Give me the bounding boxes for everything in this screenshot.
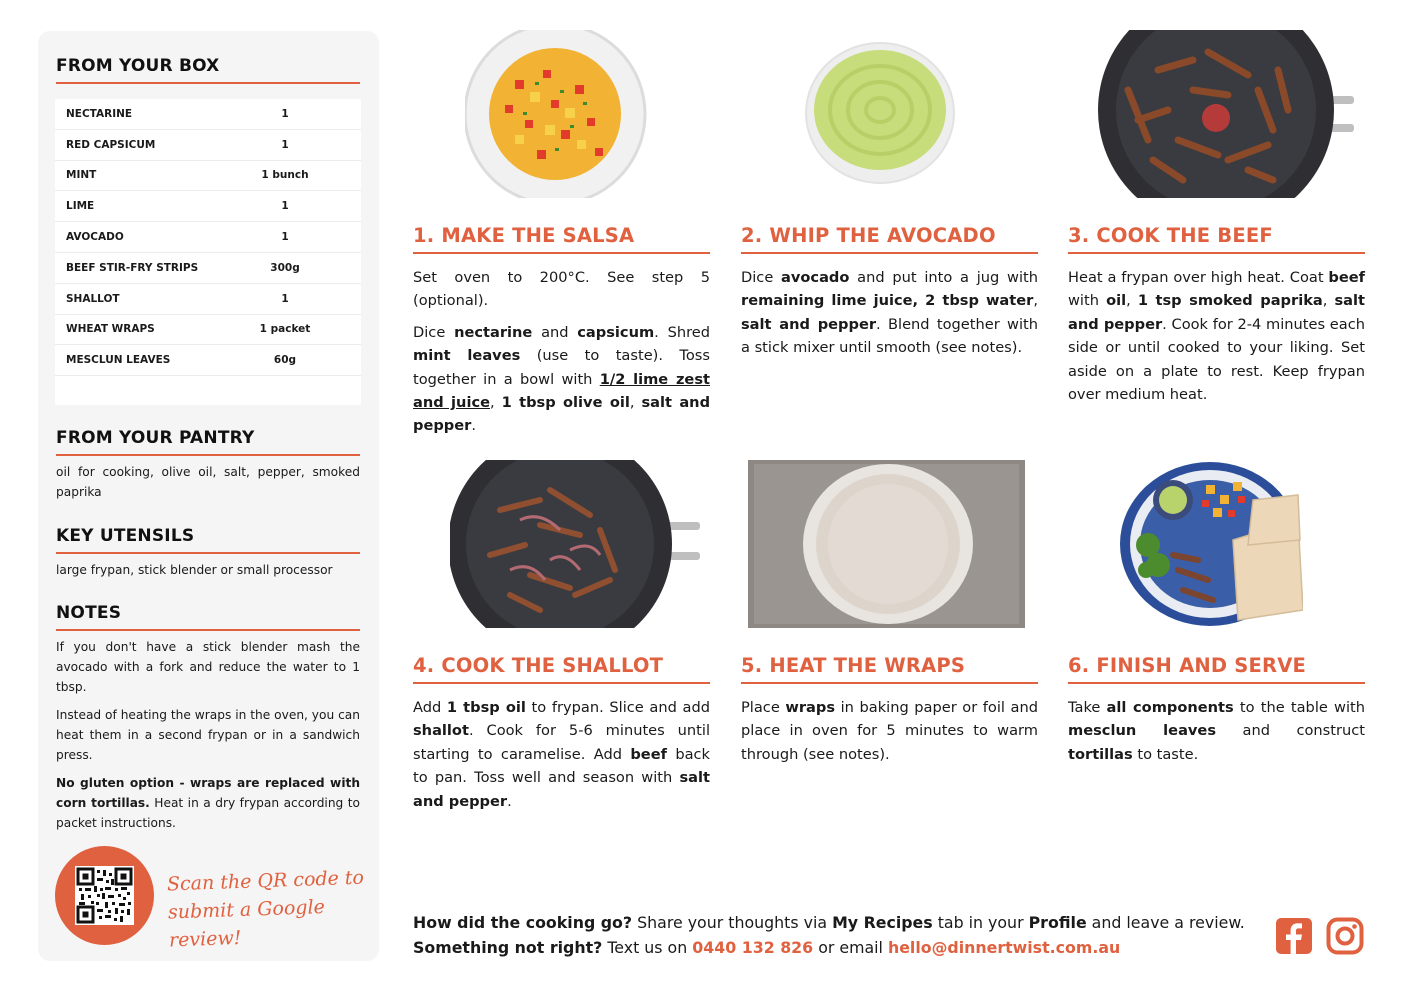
step-bold: mint leaves [413, 347, 521, 365]
note-3-bold: No gluten option - wraps are replaced with corn tortillas. [56, 776, 360, 810]
step-2-rule [741, 252, 1038, 254]
phone-link[interactable]: 0440 132 826 [692, 938, 814, 957]
ingredient-qty: 1 [281, 200, 289, 213]
step-6-rule [1068, 682, 1365, 684]
step-5-title: 5. HEAT THE WRAPS [741, 654, 966, 677]
step-1-title: 1. MAKE THE SALSA [413, 224, 635, 247]
step-bold: avocado [781, 269, 850, 286]
step-2-title: 2. WHIP THE AVOCADO [741, 224, 996, 247]
footer-line-1 [413, 910, 1245, 935]
step-bold: nectarine [454, 323, 533, 341]
step-bold: beef [1328, 269, 1365, 286]
footer-line-2 [413, 935, 1245, 960]
sidebar-panel [38, 31, 379, 961]
step-bold: 1 tbsp olive oil [501, 394, 630, 412]
step-4-body [413, 696, 710, 821]
step-text: to the table with [1233, 699, 1365, 716]
step-1-para-1: Set oven to 200°C. See step 5 (optional). [413, 269, 710, 310]
email-link[interactable]: hello@dinnertwist.com.au [887, 938, 1121, 957]
step-5-rule [741, 682, 1038, 684]
step-6-body [1068, 696, 1365, 774]
step-text: . Cook for 2-4 minutes each side or until cooked to your liking. Set aside on a plate to rest. Keep frypan over medium heat. [1068, 315, 1365, 404]
step-bold: tortillas [1068, 745, 1133, 763]
step-bold: oil [1106, 292, 1127, 310]
pantry-text: oil for cooking, olive oil, salt, pepper, smoked paprika [56, 465, 360, 499]
footer-text: Text us on [602, 938, 693, 957]
ingredient-row [55, 130, 361, 161]
step-text: . Shred [654, 323, 711, 341]
step-2-body [741, 266, 1038, 368]
step-4-rule [413, 682, 710, 684]
ingredient-qty: 1 [281, 231, 289, 244]
ingredient-name: BEEF STIR-FRY STRIPS [66, 261, 199, 274]
ingredient-name: LIME [66, 200, 95, 213]
step-underline: 1/2 lime zest and juice [413, 370, 710, 412]
ingredient-name: MESCLUN LEAVES [66, 354, 171, 367]
step-text: with [1068, 292, 1107, 310]
step-2-para-1 [741, 266, 1038, 360]
step-bold: shallot [413, 722, 469, 740]
step-4-title: 4. COOK THE SHALLOT [413, 654, 664, 677]
ingredient-row [55, 99, 361, 130]
profile-label: Profile [1028, 913, 1087, 932]
step-text: , [1033, 292, 1038, 310]
ingredient-qty: 60g [273, 354, 297, 367]
footer-text: and leave a review. [1086, 913, 1245, 932]
pantry-title: FROM YOUR PANTRY [56, 428, 255, 448]
step-1-body [413, 266, 710, 446]
feedback-footer [413, 910, 1245, 960]
qr-call-to-action [167, 864, 370, 955]
ingredient-name: MINT [66, 169, 97, 182]
finished-plate-image [1118, 460, 1303, 628]
step-text: (use to taste). Toss together in a bowl with [413, 347, 710, 388]
step-3-body [1068, 266, 1365, 414]
ingredient-row [55, 191, 361, 222]
step-text: and put into a jug with [849, 269, 1039, 286]
notes-body [56, 637, 360, 841]
beef-frypan-image [1098, 30, 1358, 198]
step-3-rule [1068, 252, 1365, 254]
step-1-para-2 [413, 321, 710, 438]
footer-text: tab in your [932, 913, 1029, 932]
ingredient-row [55, 222, 361, 253]
step-text: . Cook for 5-6 minutes until starting to caramelise. Add [413, 722, 710, 763]
step-bold: all components [1106, 699, 1234, 716]
step-text: Take [1068, 699, 1107, 716]
step-3-title: 3. COOK THE BEEF [1068, 224, 1273, 247]
utensils-text: large frypan, stick blender or small processor [56, 563, 333, 577]
ingredient-name: RED CAPSICUM [66, 138, 156, 151]
salsa-bowl-image [465, 30, 647, 198]
step-text: Add [413, 699, 447, 716]
step-text: Dice [741, 269, 782, 286]
step-text: , [629, 394, 642, 412]
step-bold: salt and pepper [1068, 292, 1366, 333]
step-text: , [1322, 292, 1335, 310]
step-text: Dice [413, 323, 455, 341]
ingredient-name: NECTARINE [66, 107, 133, 120]
step-3-para-1 [1068, 266, 1365, 406]
note-3 [56, 773, 360, 833]
facebook-icon[interactable] [1275, 917, 1313, 955]
ingredient-qty: 1 [281, 292, 289, 305]
note-3-rest: Heat in a dry frypan according to packet instructions. [56, 796, 360, 830]
my-recipes-label: My Recipes [832, 913, 933, 932]
step-text: and construct [1216, 722, 1365, 740]
step-bold: salt and pepper [741, 315, 877, 333]
step-text: , [490, 394, 502, 412]
avocado-bowl-image [800, 38, 960, 188]
ingredient-name: AVOCADO [66, 231, 124, 244]
step-bold: wraps [785, 699, 836, 716]
ingredient-row [55, 253, 361, 284]
step-text: . [507, 792, 512, 810]
step-text: Place [741, 699, 786, 716]
ingredient-qty: 300g [270, 261, 300, 274]
ingredient-row [55, 315, 361, 346]
footer-question: How did the cooking go? [413, 913, 633, 932]
step-text: , [1126, 292, 1138, 310]
note-1: If you don't have a stick blender mash the avocado with a fork and reduce the water to 1 tbsp. [56, 640, 360, 694]
step-bold: mesclun leaves [1068, 722, 1217, 740]
box-title-rule [56, 82, 360, 84]
step-bold: 1 tsp smoked paprika [1137, 292, 1323, 310]
qr-code-icon[interactable] [75, 866, 134, 925]
instagram-icon[interactable] [1326, 917, 1364, 955]
notes-title-rule [56, 629, 360, 631]
ingredient-row [55, 161, 361, 192]
ingredient-row [55, 284, 361, 315]
utensils-title-rule [56, 552, 360, 554]
ingredient-row [55, 345, 361, 376]
qr-cta-line-1: Scan the QR code to [166, 866, 365, 896]
step-text: to frypan. Slice and add [525, 699, 710, 716]
ingredient-name: WHEAT WRAPS [66, 323, 155, 336]
step-text: . [471, 417, 476, 435]
step-5-body [741, 696, 1038, 774]
note-2: Instead of heating the wraps in the oven, you can heat them in a second frypan or in a sandwich press. [56, 708, 360, 762]
footer-text: Share your thoughts via [632, 913, 833, 932]
pantry-title-rule [56, 454, 360, 456]
qr-badge[interactable] [55, 846, 154, 945]
qr-cta-line-2: submit a Google review! [167, 896, 326, 952]
step-bold: salt and pepper [413, 394, 711, 435]
step-1-rule [413, 252, 710, 254]
ingredient-qty: 1 [281, 107, 289, 120]
step-5-para-1 [741, 696, 1038, 766]
box-title: FROM YOUR BOX [56, 56, 220, 76]
step-text: Heat a frypan over high heat. Coat [1068, 269, 1329, 286]
wraps-on-tray-image [748, 460, 1025, 628]
step-bold: beef [630, 745, 667, 763]
ingredients-table [55, 99, 361, 405]
step-bold: salt and pepper [413, 769, 710, 810]
ingredient-qty: 1 bunch [261, 169, 309, 182]
shallot-frypan-image [450, 460, 702, 628]
footer-question: Something not right? [413, 938, 603, 957]
step-text: back to pan. Toss well and season with [413, 745, 710, 787]
step-bold: remaining lime juice, 2 tbsp water [741, 292, 1034, 310]
step-4-para-1 [413, 696, 710, 813]
step-bold: 1 tbsp oil [446, 699, 526, 716]
step-6-para-1 [1068, 696, 1365, 766]
ingredient-qty: 1 packet [259, 323, 311, 336]
step-bold: capsicum [577, 323, 655, 341]
footer-text: or email [813, 938, 888, 957]
step-text: and [532, 323, 578, 341]
step-text: . Blend together with a stick mixer until smooth (see notes). [741, 315, 1038, 357]
ingredient-name: SHALLOT [66, 292, 120, 305]
ingredient-qty: 1 [281, 138, 289, 151]
step-text: in baking paper or foil and place in oven for 5 minutes to warm through (see notes). [741, 699, 1038, 763]
step-6-title: 6. FINISH AND SERVE [1068, 654, 1307, 677]
utensils-title: KEY UTENSILS [56, 526, 195, 546]
step-text: to taste. [1132, 745, 1199, 763]
notes-title: NOTES [56, 603, 122, 623]
